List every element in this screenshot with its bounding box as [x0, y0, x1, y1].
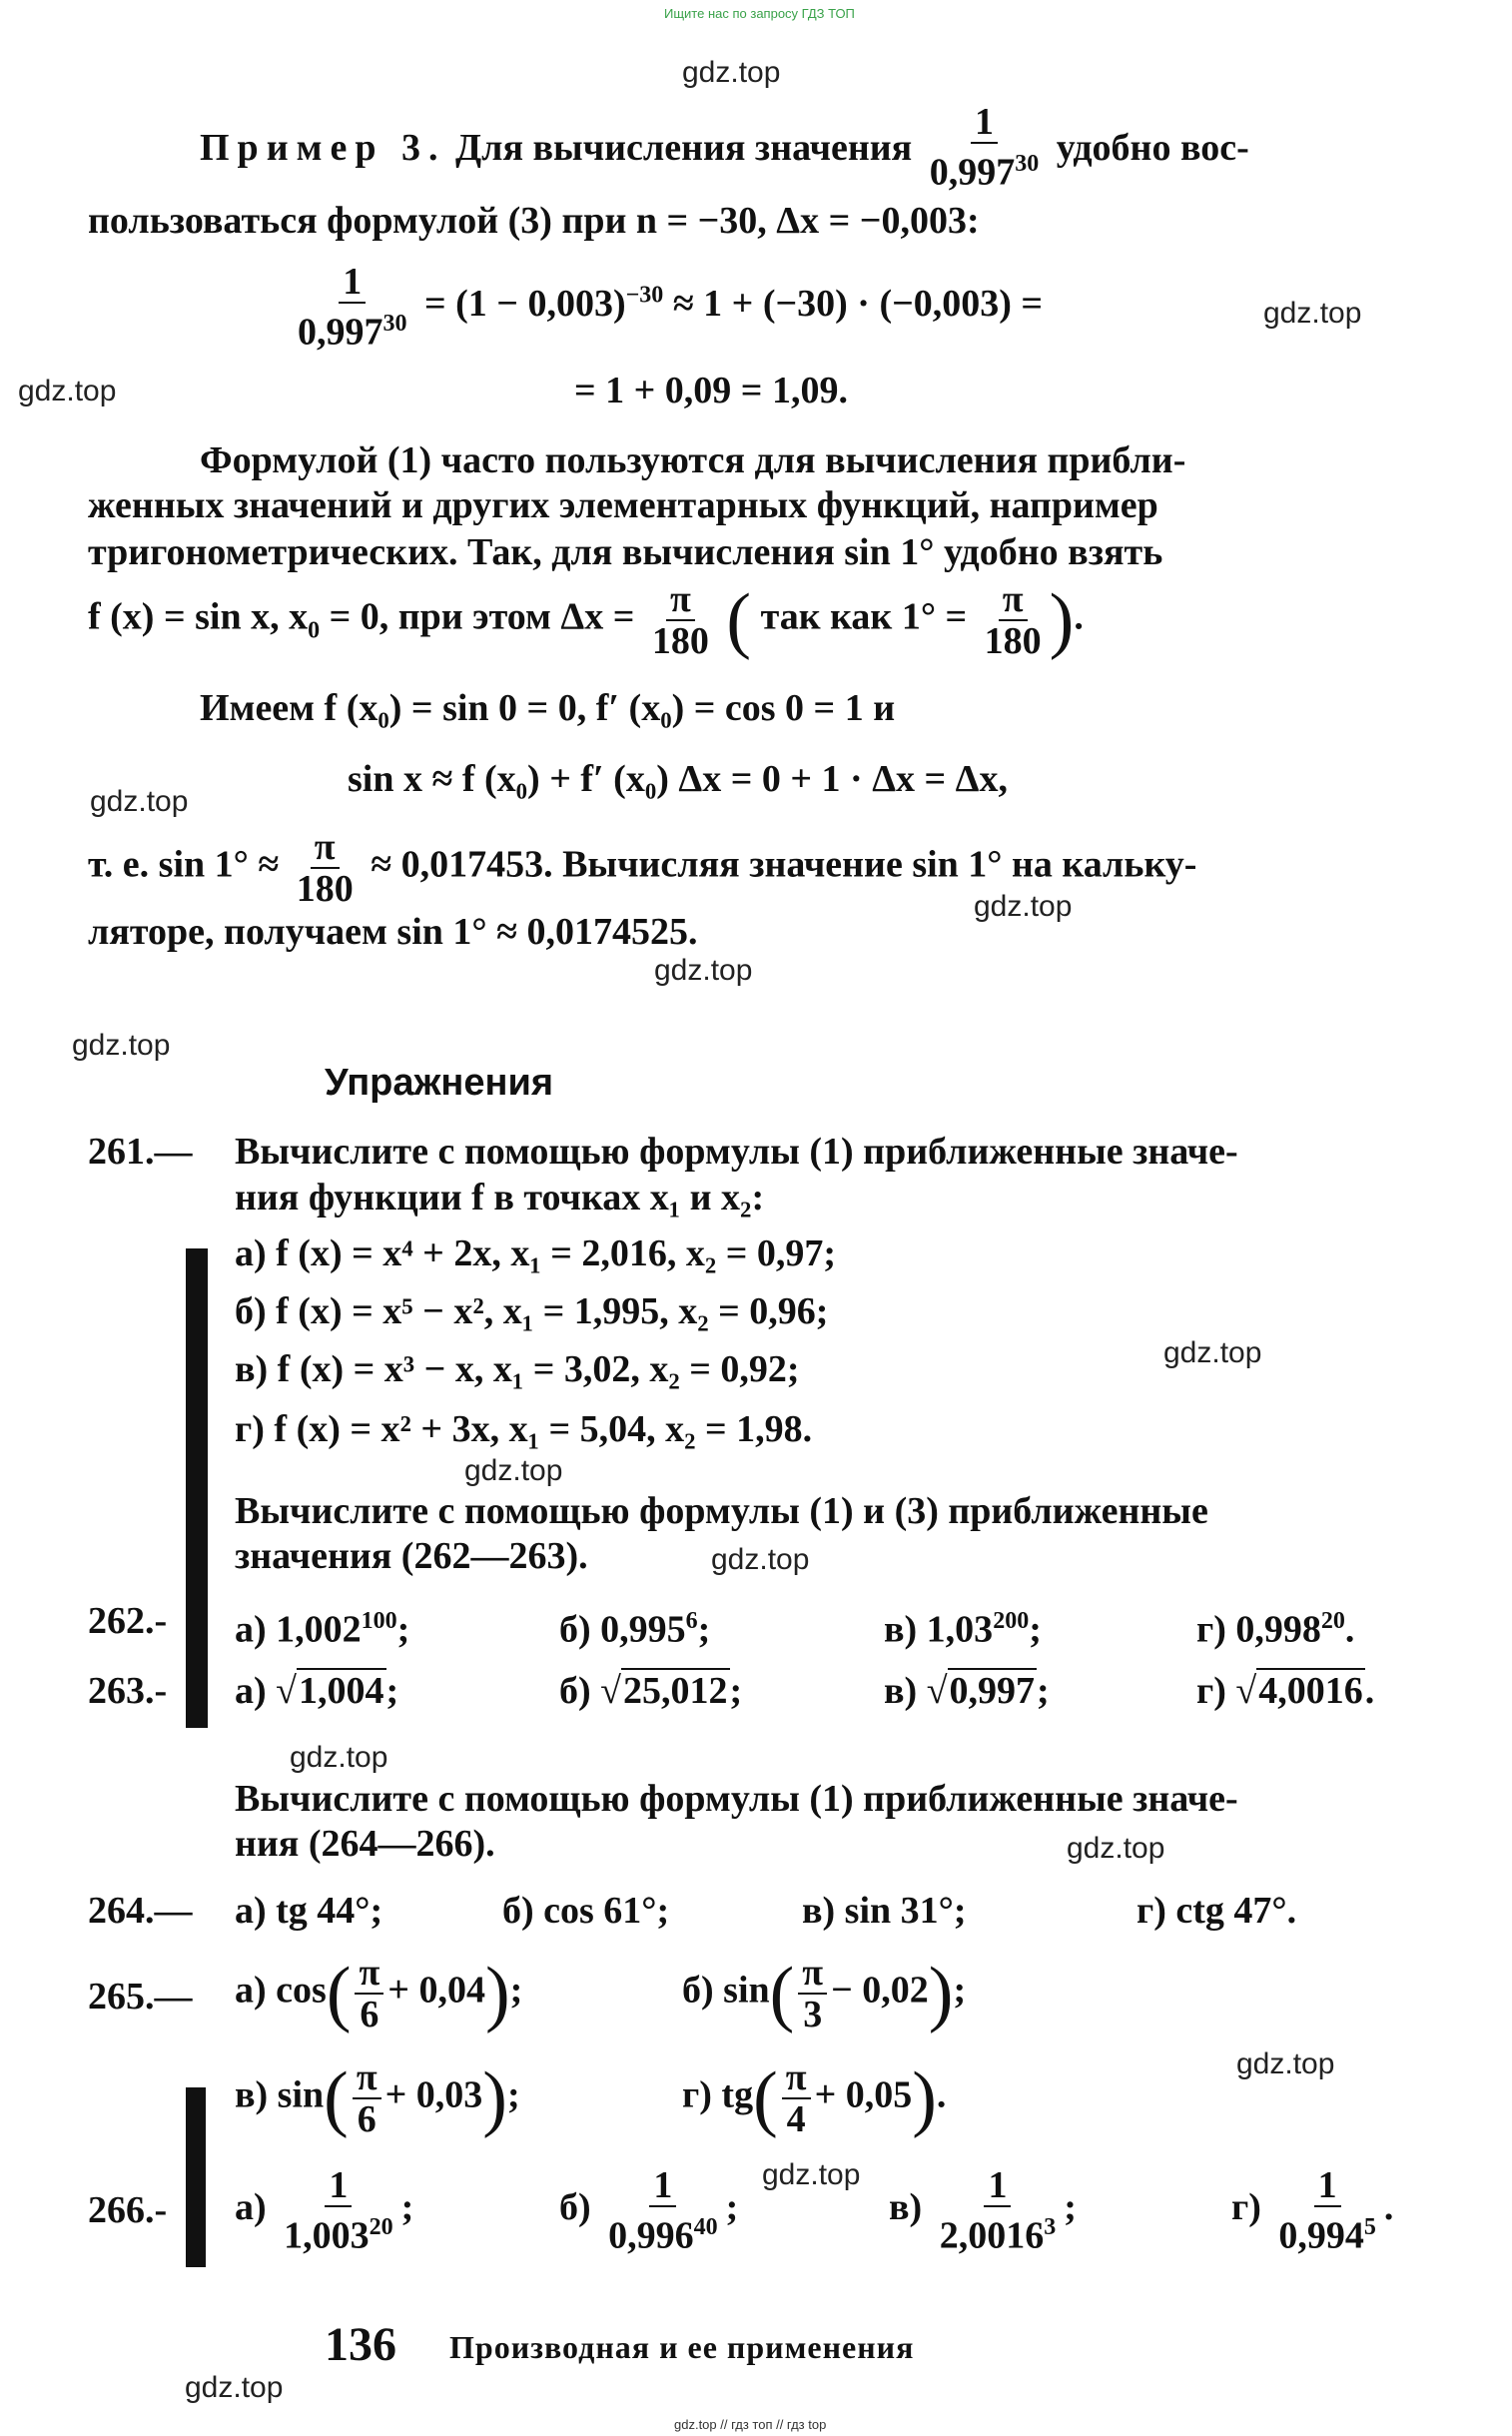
exercise-number: 265.—	[88, 1976, 193, 2018]
watermark: gdz.top	[974, 890, 1073, 923]
exercise-262-b: б) 0,995$^6$;	[559, 1608, 711, 1651]
exercise-number: 266.-	[88, 2189, 168, 2231]
margin-bar	[186, 1248, 208, 1728]
exercise-266-c: в) $\frac{1}{2,0016^3}$ ;	[889, 2164, 1077, 2257]
exercises-heading: Упражнения	[325, 1062, 554, 1104]
para-line-5: Имеем f (x₀) = sin 0 = 0, f′ (x₀) = cos 0 = 1 и	[200, 687, 896, 729]
exercise-265-b: б) sin( $\frac{\pi}{3}$ − 0,02);	[682, 1952, 967, 2035]
example-label: Пример 3.	[200, 127, 446, 170]
fraction: $\frac{1}{0,997^{30}}$	[929, 101, 1040, 194]
example-line-1: Пример 3. Для вычисления значения $\frac{1}{0,997^{30}}$ удобно вос-	[200, 101, 1249, 194]
exercise-263-c: в) √0,997;	[884, 1670, 1050, 1712]
exercise-number: 263.-	[88, 1670, 168, 1712]
para-line-7: т. е. sin 1° ≈ $\frac{\pi}{180}$ ≈ 0,017453. Вычисляя значение sin 1° на кальку-	[88, 826, 1197, 910]
exercise-262-d: г) 0,998$^{20}$.	[1196, 1608, 1355, 1651]
watermark: gdz.top	[711, 1543, 810, 1576]
fraction: $\frac{\pi}{180}$	[296, 826, 354, 910]
page-number: 136	[325, 2318, 396, 2371]
watermark: gdz.top	[464, 1454, 563, 1487]
fraction: $\frac{\pi}{180}$	[651, 578, 709, 662]
exercise-264-a: а) tg 44°;	[235, 1890, 383, 1932]
intro-264-line-1: Вычислите с помощью формулы (1) приближенные значе-	[235, 1778, 1238, 1820]
watermark: gdz.top	[72, 1029, 171, 1062]
para-line-6: sin x ≈ f (x₀) + f′ (x₀) Δx = 0 + 1 · Δx = Δx,	[348, 758, 1008, 800]
exercise-266-a: а) $\frac{1}{1,003^{20}}$ ;	[235, 2164, 414, 2257]
example-equation-2: = 1 + 0,09 = 1,09.	[574, 370, 848, 411]
watermark: gdz.top	[185, 2371, 284, 2404]
para-line-8: ляторе, получаем sin 1° ≈ 0,0174525.	[88, 911, 698, 953]
exercise-263-d: г) √4,0016.	[1196, 1670, 1375, 1712]
exercise-265-c: в) sin( $\frac{\pi}{6}$ + 0,03);	[235, 2056, 520, 2140]
exercise-261-a: а) f (x) = x⁴ + 2x, x₁ = 2,016, x₂ = 0,97;	[235, 1232, 837, 1274]
exercise-263-a: а) √1,004;	[235, 1670, 399, 1712]
exercise-261-b: б) f (x) = x⁵ − x², x₁ = 1,995, x₂ = 0,96;	[235, 1290, 829, 1332]
watermark: gdz.top	[1263, 297, 1362, 330]
exercise-266-d: г) $\frac{1}{0,994^5}$ .	[1231, 2164, 1394, 2257]
fraction: $\frac{1}{0,997^{30}}$	[298, 261, 407, 354]
para-line-1: Формулой (1) часто пользуются для вычисления прибли-	[200, 439, 1186, 481]
exercise-262-a: а) 1,002$^{100}$;	[235, 1608, 410, 1651]
watermark: gdz.top	[762, 2158, 861, 2191]
intro-264-line-2: ния (264—266).	[235, 1823, 495, 1865]
exercise-number: 261.—	[88, 1131, 193, 1173]
para-line-3: тригонометрических. Так, для вычисления sin 1° удобно взять	[88, 531, 1163, 573]
exercise-265-a: а) cos( $\frac{\pi}{6}$ + 0,04);	[235, 1952, 523, 2035]
bottom-banner: gdz.top // гдз топ // гдз top	[674, 2417, 827, 2432]
exercise-262-c: в) 1,03$^{200}$;	[884, 1608, 1042, 1651]
exercise-264-d: г) ctg 47°.	[1136, 1890, 1297, 1932]
watermark: gdz.top	[1067, 1832, 1165, 1865]
top-banner: Ищите нас по запросу ГДЗ ТОП	[664, 6, 855, 21]
intro-262-line-2: значения (262—263).	[235, 1535, 588, 1577]
example-equation-1: $\frac{1}{0,997^{30}}$ = $(1 - 0,003)^{-30} \approx 1 + (-30) \cdot (-0,003)$ =	[290, 262, 1043, 353]
fraction: $\frac{\pi}{180}$	[984, 578, 1042, 662]
exercise-number: 264.—	[88, 1890, 193, 1932]
exercise-261-line-1: Вычислите с помощью формулы (1) приближенные значе-	[235, 1131, 1238, 1173]
margin-bar	[186, 2087, 206, 2267]
exercise-261-line-2: ния функции f в точках x₁ и x₂:	[235, 1177, 765, 1218]
exercise-number: 262.-	[88, 1600, 168, 1642]
watermark: gdz.top	[90, 785, 189, 818]
intro-262-line-1: Вычислите с помощью формулы (1) и (3) приближенные	[235, 1490, 1208, 1532]
watermark: gdz.top	[18, 375, 117, 407]
exercise-261-d: г) f (x) = x² + 3x, x₁ = 5,04, x₂ = 1,98.	[235, 1408, 813, 1450]
watermark: gdz.top	[290, 1741, 388, 1774]
example-line-2: пользоваться формулой (3) при n = −30, Δx = −0,003:	[88, 200, 980, 242]
exercise-265-d: г) tg( $\frac{\pi}{4}$ + 0,05).	[682, 2056, 947, 2140]
watermark: gdz.top	[654, 954, 753, 987]
exercise-261-c: в) f (x) = x³ − x, x₁ = 3,02, x₂ = 0,92;	[235, 1348, 800, 1390]
exercise-266-b: б) $\frac{1}{0,996^{40}}$ ;	[559, 2164, 739, 2257]
para-line-2: женных значений и других элементарных функций, например	[88, 484, 1158, 526]
exercise-264-c: в) sin 31°;	[802, 1890, 967, 1932]
watermark: gdz.top	[1163, 1336, 1262, 1369]
watermark: gdz.top	[1236, 2047, 1335, 2080]
watermark: gdz.top	[682, 56, 781, 89]
para-line-4: f (x) = sin x, $x_0 = 0$, при этом Δx = $\frac{\pi}{180}$ ( так как 1° = $\frac{\pi}{180}$ ).	[88, 578, 1084, 662]
exercise-263-b: б) √25,012;	[559, 1670, 743, 1712]
exercise-264-b: б) cos 61°;	[502, 1890, 670, 1932]
running-footer-title: Производная и ее применения	[449, 2329, 915, 2365]
